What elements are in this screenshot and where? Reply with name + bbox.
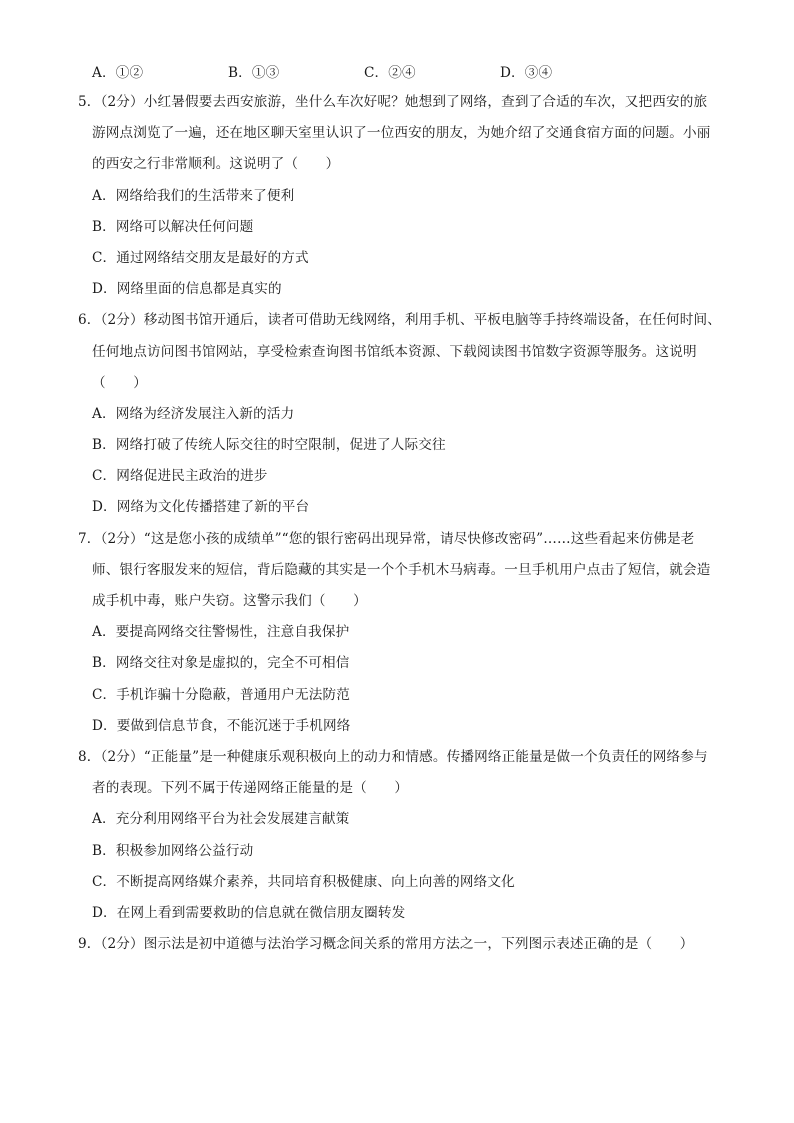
question-8 <box>78 742 724 929</box>
option-d[interactable]: D．要做到信息节食，不能沉迷于手机网络 <box>92 717 351 734</box>
question-stem-line: 8．（2分）“正能量”是一种健康乐观积极向上的动力和情感。传播网络正能量是做一个负责任的网络参与 <box>78 748 708 765</box>
question-stem-line: 者的表现。下列不属于传递网络正能量的是（ ） <box>92 780 409 797</box>
question-stem-line: 师、银行客服发来的短信，背后隐藏的其实是一个个手机木马病毒。一旦手机用户点击了短信，就会造 <box>92 561 711 578</box>
question-sheet <box>78 60 724 960</box>
question-stem-line: 5．（2分）小红暑假要去西安旅游，坐什么车次好呢？她想到了网络，查到了合适的车次，又把西安的旅 <box>78 94 708 110</box>
option-b[interactable]: B．网络交往对象是虚拟的，完全不可相信 <box>92 655 350 672</box>
option-a[interactable]: A．充分利用网络平台为社会发展建言献策 <box>92 811 350 828</box>
question-stem-line: 6．（2分）移动图书馆开通后，读者可借助无线网络，利用手机、平板电脑等手持终端设备，在任何时间、 <box>78 312 722 329</box>
prev-question-options <box>92 60 724 86</box>
option-b[interactable]: B．积极参加网络公益行动 <box>92 842 254 859</box>
question-stem-line: 的西安之行非常顺利。这说明了（ ） <box>92 156 340 173</box>
question-stem-line: （ ） <box>92 374 147 391</box>
option-d[interactable]: D．网络为文化传播搭建了新的平台 <box>92 499 310 516</box>
option-b[interactable]: B．①③ <box>228 65 280 81</box>
question-6 <box>78 305 724 523</box>
question-7 <box>78 524 724 742</box>
option-c[interactable]: C．②④ <box>364 65 416 81</box>
question-stem-line: 7．（2分）“这是您小孩的成绩单”“您的银行密码出现异常，请尽快修改密码”……这些看起来仿佛是老 <box>78 530 695 547</box>
option-b[interactable]: B．网络可以解决任何问题 <box>92 218 254 235</box>
question-5 <box>78 87 724 305</box>
question-stem-line: 9．（2分）图示法是初中道德与法治学习概念间关系的常用方法之一，下列图示表述正确的是（ ） <box>78 936 694 953</box>
option-c[interactable]: C．不断提高网络媒介素养，共同培育积极健康、向上向善的网络文化 <box>92 873 515 890</box>
option-a[interactable]: A．网络给我们的生活带来了便利 <box>92 187 295 204</box>
option-a[interactable]: A．网络为经济发展注入新的活力 <box>92 405 295 422</box>
option-d[interactable]: D．在网上看到需要救助的信息就在微信朋友圈转发 <box>92 904 406 921</box>
question-stem-line: 游网点浏览了一遍，还在地区聊天室里认识了一位西安的朋友，为她介绍了交通食宿方面的问题。小丽 <box>92 125 711 142</box>
question-9 <box>78 929 724 960</box>
question-stem-line: 任何地点访问图书馆网站，享受检索查询图书馆纸本资源、下载阅读图书馆数字资源等服务。这说明 <box>92 343 697 360</box>
option-a[interactable]: A．①② <box>92 65 144 81</box>
option-a[interactable]: A．要提高网络交往警惕性，注意自我保护 <box>92 624 350 641</box>
option-c[interactable]: C．手机诈骗十分隐蔽，普通用户无法防范 <box>92 686 350 703</box>
option-d[interactable]: D．③④ <box>500 65 553 81</box>
option-c[interactable]: C．通过网络结交朋友是最好的方式 <box>92 249 309 266</box>
option-b[interactable]: B．网络打破了传统人际交往的时空限制，促进了人际交往 <box>92 437 446 454</box>
question-stem-line: 成手机中毒，账户失窃。这警示我们（ ） <box>92 593 367 609</box>
option-c[interactable]: C．网络促进民主政治的进步 <box>92 468 268 485</box>
option-d[interactable]: D．网络里面的信息都是真实的 <box>92 281 282 298</box>
